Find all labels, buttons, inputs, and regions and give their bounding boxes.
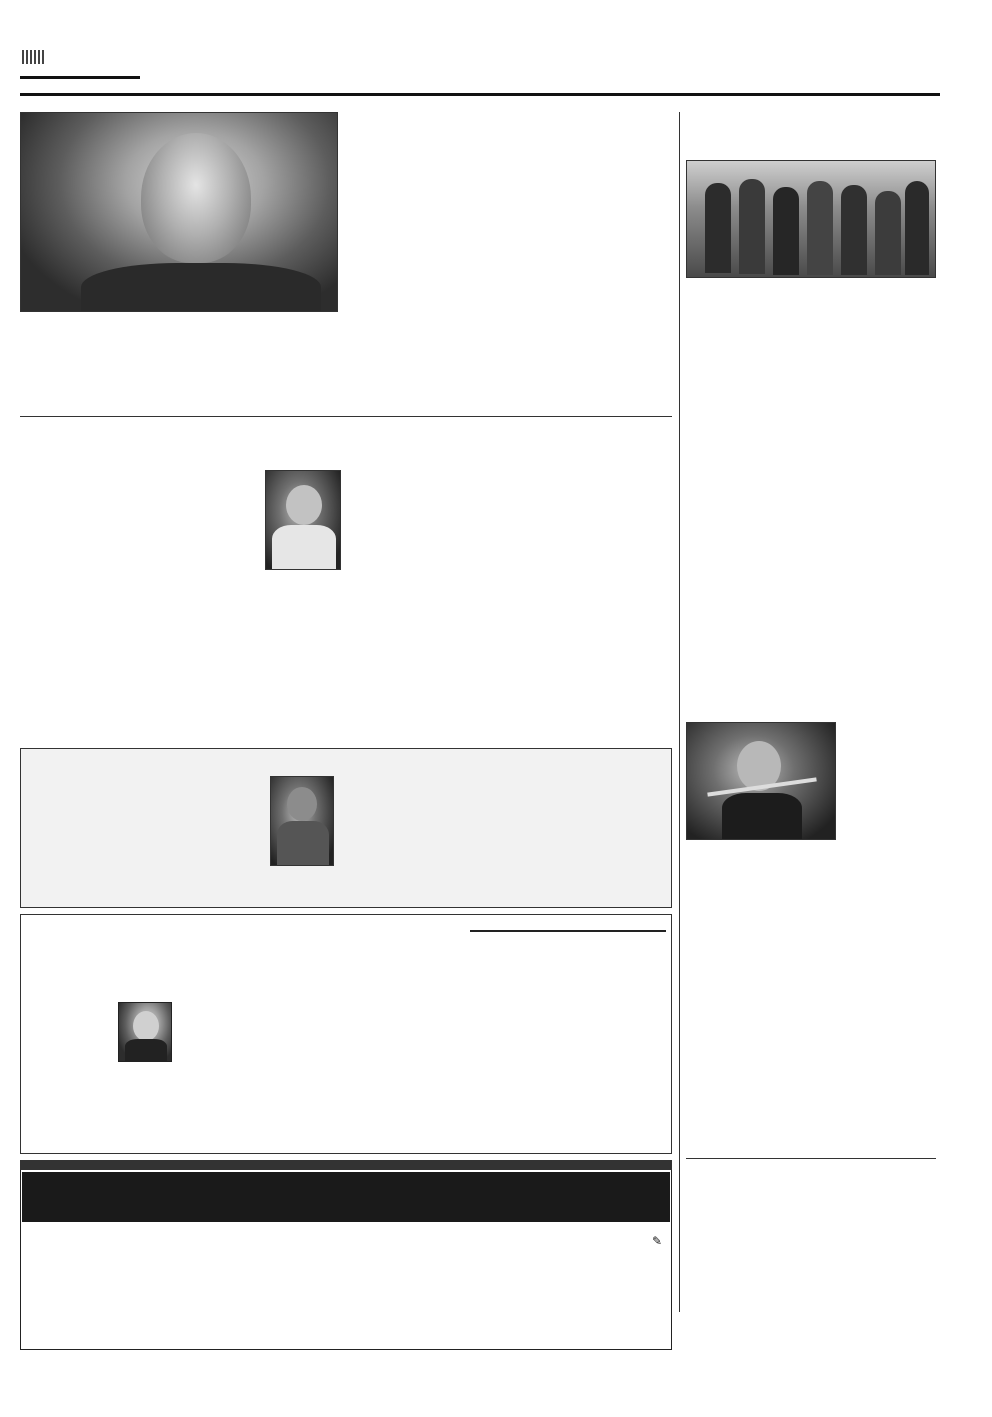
side1-body1: [812, 284, 936, 684]
band-photo-image: [687, 161, 935, 277]
lead-photo: [20, 112, 338, 312]
lead-col4: [20, 320, 178, 408]
pencil-icon: ✎: [652, 1234, 663, 1248]
side3-body: [686, 1190, 936, 1310]
page-header: [0, 0, 992, 100]
subscription-header: [22, 1172, 670, 1222]
side1-body2: [686, 284, 806, 684]
subscription-prices: [400, 1300, 664, 1346]
prev-solution: [470, 930, 666, 1130]
blues-col4: [26, 774, 178, 902]
subscription-form: [30, 1280, 380, 1344]
subscription-banner: [20, 1160, 672, 1170]
side2-body2: [686, 846, 806, 1152]
middle-col2: [345, 470, 501, 740]
tanbur-photo: [265, 470, 341, 570]
blues-col1: [500, 774, 665, 902]
lead-col2: [345, 228, 505, 408]
side2-body3: [812, 846, 936, 1152]
flutist-photo: [686, 722, 836, 840]
header-rule: [20, 93, 940, 96]
grid-icon: [22, 50, 44, 64]
prev-solution-grid: [470, 934, 666, 1120]
lead-photo-image: [21, 113, 337, 311]
crossword-portrait-image: [118, 1002, 172, 1062]
blues-col3: [185, 774, 265, 902]
middle-col4: [20, 470, 178, 740]
side2-body1: [842, 722, 936, 840]
down-clues: [272, 942, 370, 1150]
flutist-photo-image: [687, 723, 835, 839]
middle-col3: [185, 470, 261, 740]
across-clues: [376, 942, 466, 1150]
tanbur-photo-image: [266, 471, 340, 569]
crossword-portrait: [118, 1002, 172, 1062]
blues-photo-image: [271, 777, 333, 865]
blues-photo: [270, 776, 334, 866]
sidebar-divider: [679, 112, 680, 1312]
prev-solution-label: [470, 930, 666, 932]
crossword-column-numbers: [28, 924, 254, 936]
band-photo: [686, 160, 936, 278]
blues-col2: [340, 774, 494, 902]
lead-col3: [185, 320, 338, 408]
lead-col1: [512, 228, 672, 408]
section-badge: [20, 46, 140, 88]
middle-col1: [507, 468, 672, 740]
newspaper-logo: [430, 42, 560, 90]
crossword-row-numbers: [254, 936, 268, 1146]
